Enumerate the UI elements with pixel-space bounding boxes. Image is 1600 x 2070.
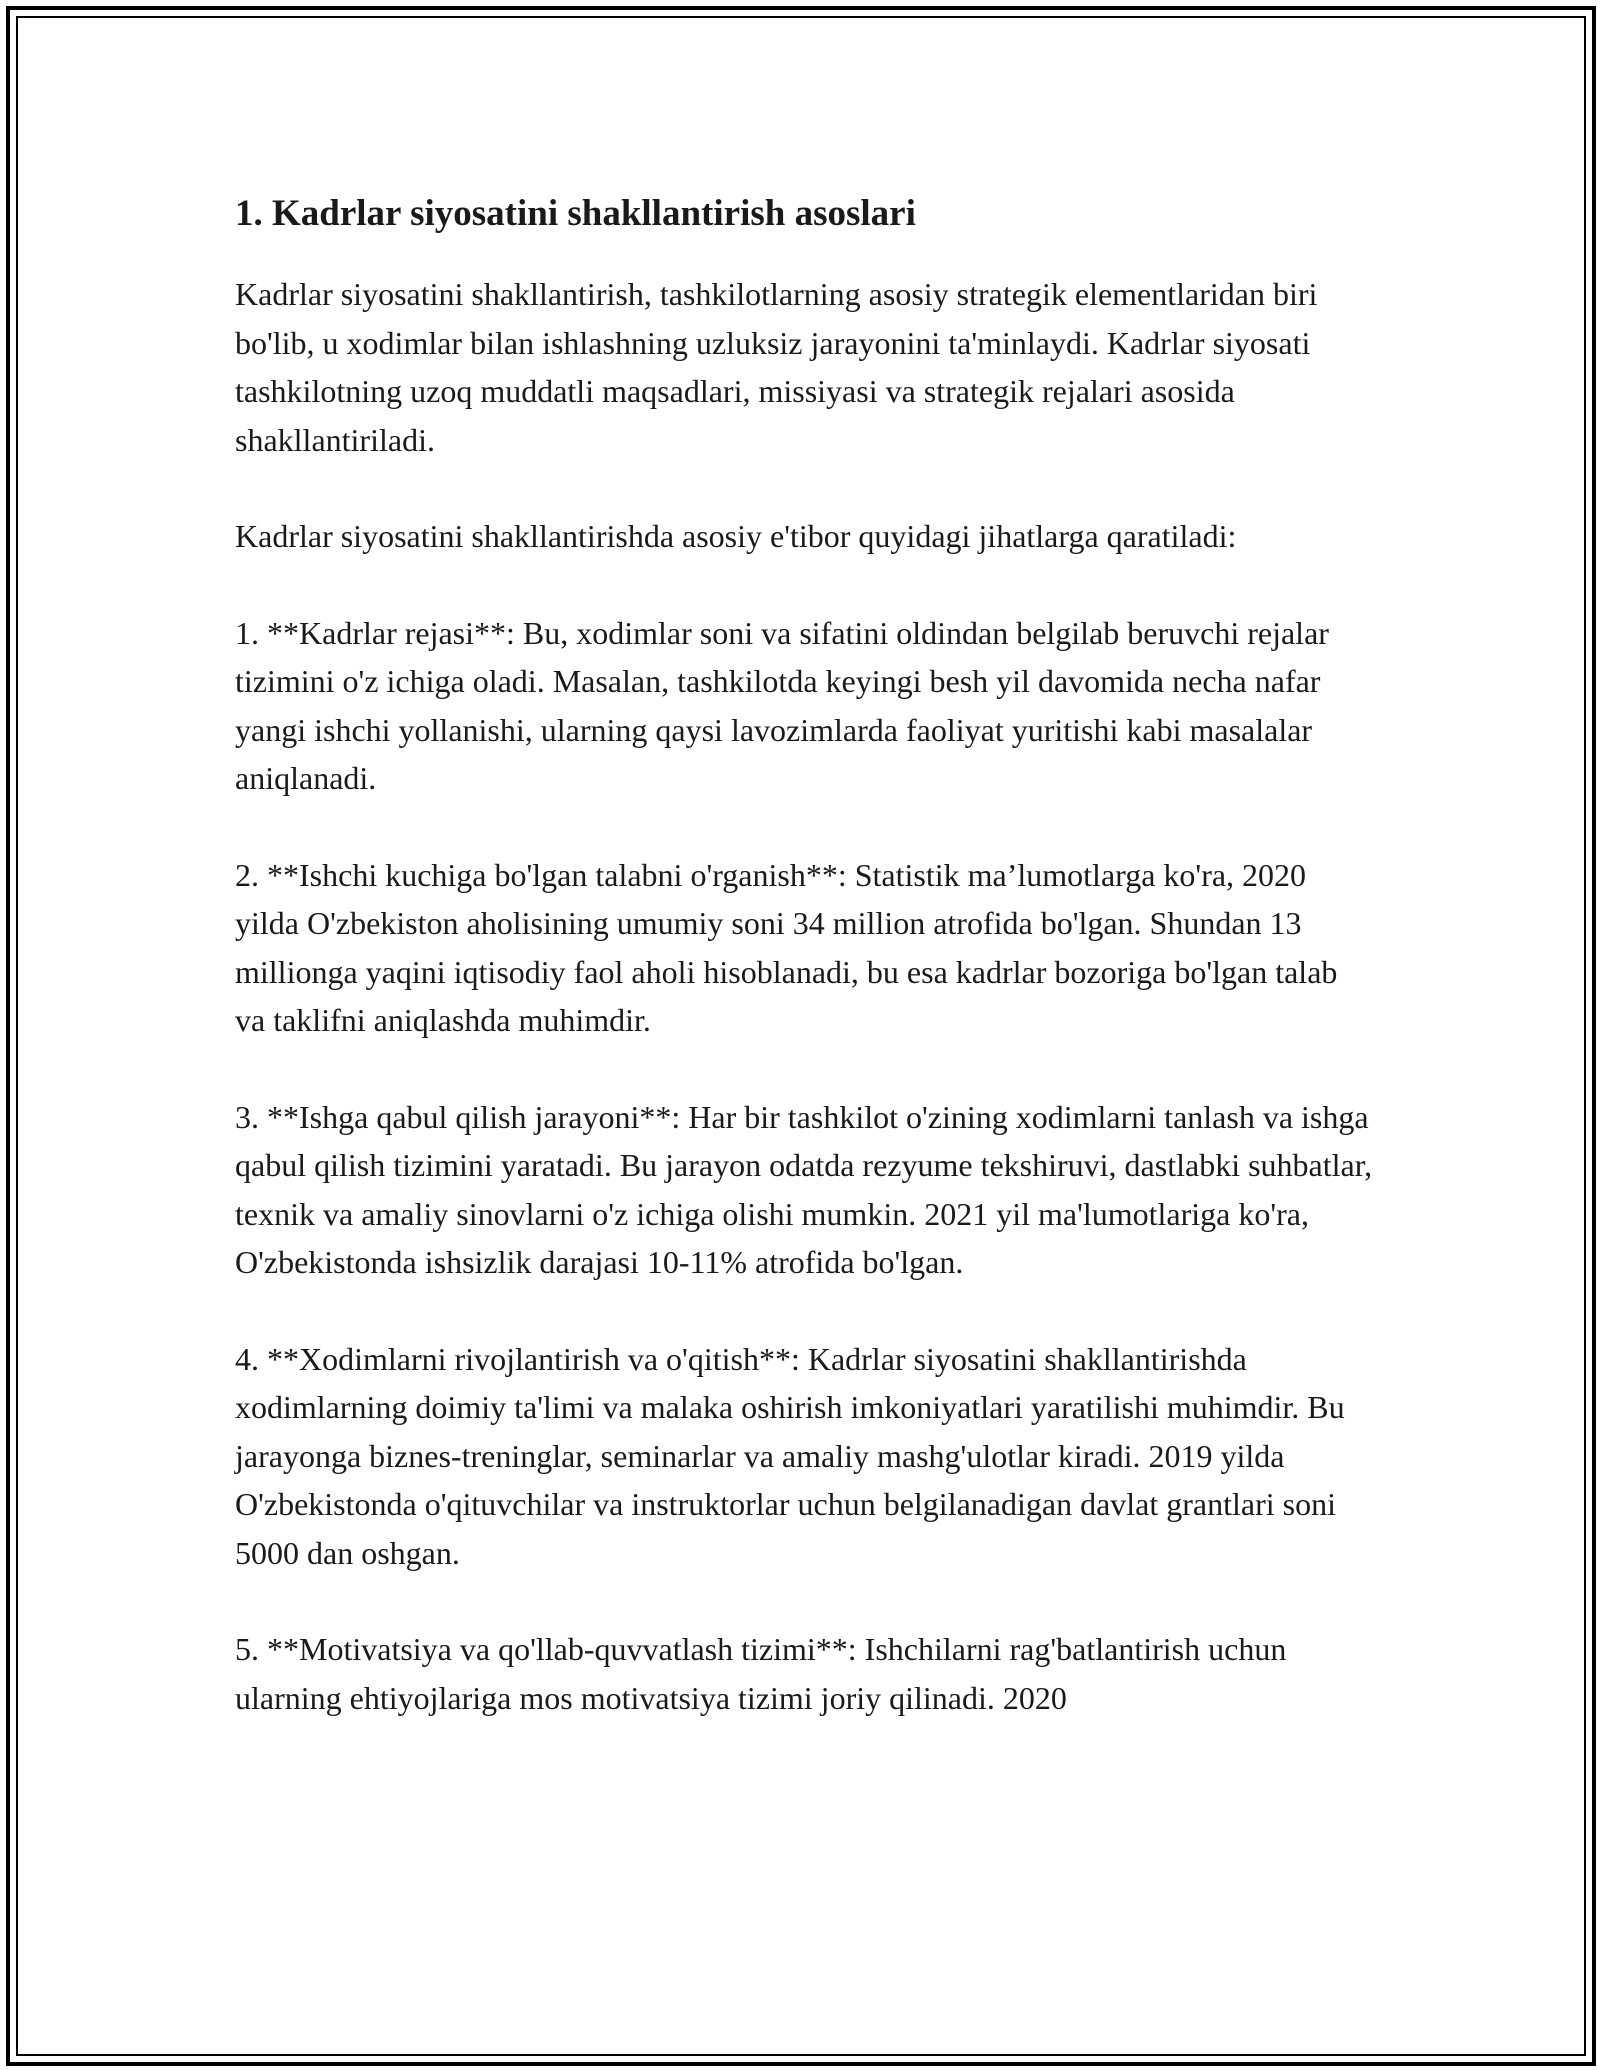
list-item-ishchi-kuchi: 2. **Ishchi kuchiga bo'lgan talabni o'rganish**: Statistik ma’lumotlarga ko'ra, 2020 yilda O'zbekiston aholisining umumiy soni 34 million atrofida bo'lgan. Shundan 13 millionga yaqini iqtisodiy faol aholi hisoblanadi, bu esa kadrlar bozoriga bo'lgan talab va taklifni aniqlashda muhimdir.	[235, 856, 1338, 1038]
list-item-xodimlarni-rivojlantirish: 4. **Xodimlarni rivojlantirish va o'qitish**: Kadrlar siyosatini shakllantirishda xodimlarning doimiy ta'limi va malaka oshirish imkoniyatlari yaratilishi muhimdir. Bu jarayonga biznes-treninglar, seminarlar va amaliy mashg'ulotlar kiradi. 2019 yilda O'zbekistonda o'qituvchilar va instruktorlar uchun belgilanadigan davlat grantlari soni 5000 dan oshgan.	[235, 1340, 1345, 1571]
focus-paragraph: Kadrlar siyosatini shakllantirishda asosiy e'tibor quyidagi jihatlarga qaratiladi:	[235, 518, 1237, 554]
list-item-kadrlar-rejasi: 1. **Kadrlar rejasi**: Bu, xodimlar soni va sifatini oldindan belgilab beruvchi rejalar tizimini o'z ichiga oladi. Masalan, tashkilotda keyingi besh yil davomida necha nafar yangi ishchi yollanishi, ularning qaysi lavozimlarda faoliyat yuritishi kabi masalalar aniqlanadi.	[235, 614, 1329, 796]
list-item-motivatsiya: 5. **Motivatsiya va qo'llab-quvvatlash tizimi**: Ishchilarni rag'batlantirish uchun ularning ehtiyojlariga mos motivatsiya tizimi joriy qilinadi. 2020	[235, 1631, 1287, 1716]
intro-paragraph: Kadrlar siyosatini shakllantirish, tashkilotlarning asosiy strategik elementlaridan biri bo'lib, u xodimlar bilan ishlashning uzluksiz jarayonini ta'minlaydi. Kadrlar siyosati tashkilotning uzoq muddatli maqsadlari, missiyasi va strategik rejalari asosida shakllantiriladi.	[235, 276, 1318, 458]
section-heading: 1. Kadrlar siyosatini shakllantirish asoslari	[235, 193, 916, 234]
list-item-ishga-qabul: 3. **Ishga qabul qilish jarayoni**: Har bir tashkilot o'zining xodimlarni tanlash va ishga qabul qilish tizimini yaratadi. Bu jarayon odatda rezyume tekshiruvi, dastlabki suhbatlar, texnik va amaliy sinovlarni o'z ichiga olishi mumkin. 2021 yil ma'lumotlariga ko'ra, O'zbekistonda ishsizlik darajasi 10-11% atrofida bo'lgan.	[235, 1098, 1373, 1280]
document-body	[235, 186, 1375, 1770]
